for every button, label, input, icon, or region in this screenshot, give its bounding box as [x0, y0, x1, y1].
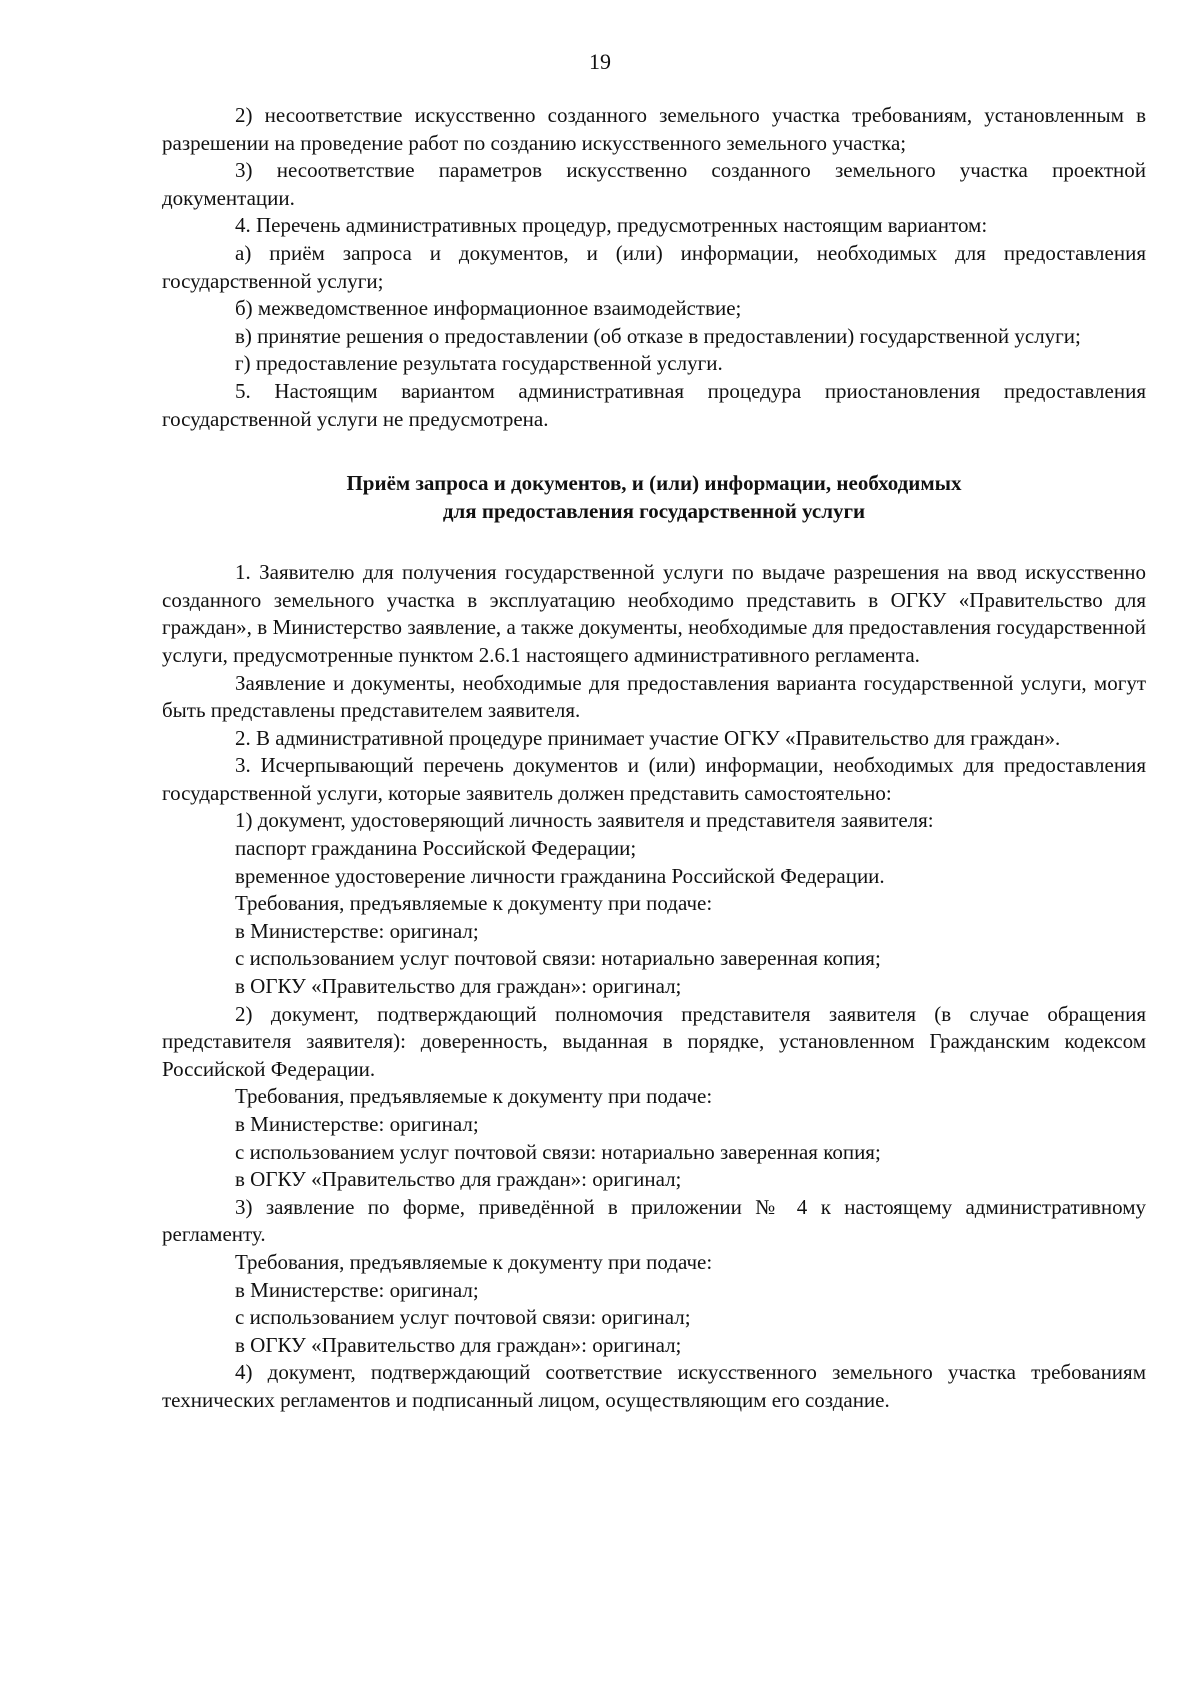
paragraph: Заявление и документы, необходимые для предоставления варианта государственной услуги, могут быть представлены представителем заявителя. — [162, 670, 1146, 723]
list-item: 2) документ, подтверждающий полномочия представителя заявителя (в случае обращения представителя заявителя): доверенность, выданная в порядке, установленном Гражданским кодексом Российской Федерации. — [162, 1001, 1146, 1081]
list-item: паспорт гражданина Российской Федерации; — [235, 836, 637, 861]
list-item: с использованием услуг почтовой связи: нотариально заверенная копия; — [235, 946, 881, 971]
section-heading — [162, 469, 1146, 525]
top-section — [162, 102, 1146, 433]
paragraph: 4. Перечень административных процедур, предусмотренных настоящим вариантом: — [235, 213, 988, 238]
section-heading-line: для предоставления государственной услуги — [442, 499, 866, 524]
list-item: в ОГКУ «Правительство для граждан»: оригинал; — [235, 1167, 682, 1192]
list-item: в) принятие решения о предоставлении (об отказе в предоставлении) государственной услуги; — [235, 323, 1081, 348]
section-heading-line: Приём запроса и документов, и (или) информации, необходимых — [346, 471, 962, 496]
list-item: 1) документ, удостоверяющий личность заявителя и представителя заявителя: — [235, 808, 934, 833]
list-item: 4) документ, подтверждающий соответствие искусственного земельного участка требованиям технических регламентов и подписанный лицом, осуществляющим его создание. — [162, 1360, 1146, 1412]
paragraph: 2) несоответствие искусственно созданного земельного участка требованиям, установленным в разрешении на проведение работ по созданию искусственного земельного участка; — [162, 103, 1146, 155]
list-item: в Министерстве: оригинал; — [235, 1277, 479, 1302]
paragraph: 1. Заявителю для получения государственной услуги по выдаче разрешения на ввод искусственно созданного земельного участка в эксплуатацию необходимо представить в ОГКУ «Правительство для граждан», в Министерство заявление, а также документы, необходимые для предоставления государственной услуги, предусмотренные пунктом 2.6.1 настоящего административного регламента. — [162, 560, 1146, 667]
list-item: г) предоставление результата государственной услуги. — [235, 351, 723, 376]
paragraph: 3) несоответствие параметров искусственно созданного земельного участка проектной документации. — [162, 158, 1146, 210]
paragraph: 2. В административной процедуре принимает участие ОГКУ «Правительство для граждан». — [235, 725, 1061, 750]
list-item: с использованием услуг почтовой связи: нотариально заверенная копия; — [235, 1139, 881, 1164]
list-item: а) приём запроса и документов, и (или) информации, необходимых для предоставления государственной услуги; — [162, 240, 1146, 293]
document-body — [162, 102, 1146, 1415]
list-item: в Министерстве: оригинал; — [235, 918, 479, 943]
paragraph: 3. Исчерпывающий перечень документов и (или) информации, необходимых для предоставления государственной услуги, которые заявитель должен представить самостоятельно: — [162, 753, 1146, 805]
list-item: в ОГКУ «Правительство для граждан»: оригинал; — [235, 1332, 682, 1357]
list-item: Требования, предъявляемые к документу при подаче: — [235, 891, 713, 916]
paragraph: 5. Настоящим вариантом административная процедура приостановления предоставления государственной услуги не предусмотрена. — [162, 378, 1146, 431]
list-item: 3) заявление по форме, приведённой в приложении № 4 к настоящему административному регламенту. — [162, 1194, 1146, 1247]
list-item: Требования, предъявляемые к документу при подаче: — [235, 1084, 713, 1109]
list-item: временное удостоверение личности гражданина Российской Федерации. — [235, 863, 885, 888]
page-number: 19 — [589, 49, 611, 74]
list-item: с использованием услуг почтовой связи: оригинал; — [235, 1305, 691, 1330]
main-section — [162, 559, 1146, 1414]
list-item: Требования, предъявляемые к документу при подаче: — [235, 1249, 713, 1274]
list-item: б) межведомственное информационное взаимодействие; — [235, 296, 742, 321]
list-item: в ОГКУ «Правительство для граждан»: оригинал; — [235, 974, 682, 999]
list-item: в Министерстве: оригинал; — [235, 1112, 479, 1136]
